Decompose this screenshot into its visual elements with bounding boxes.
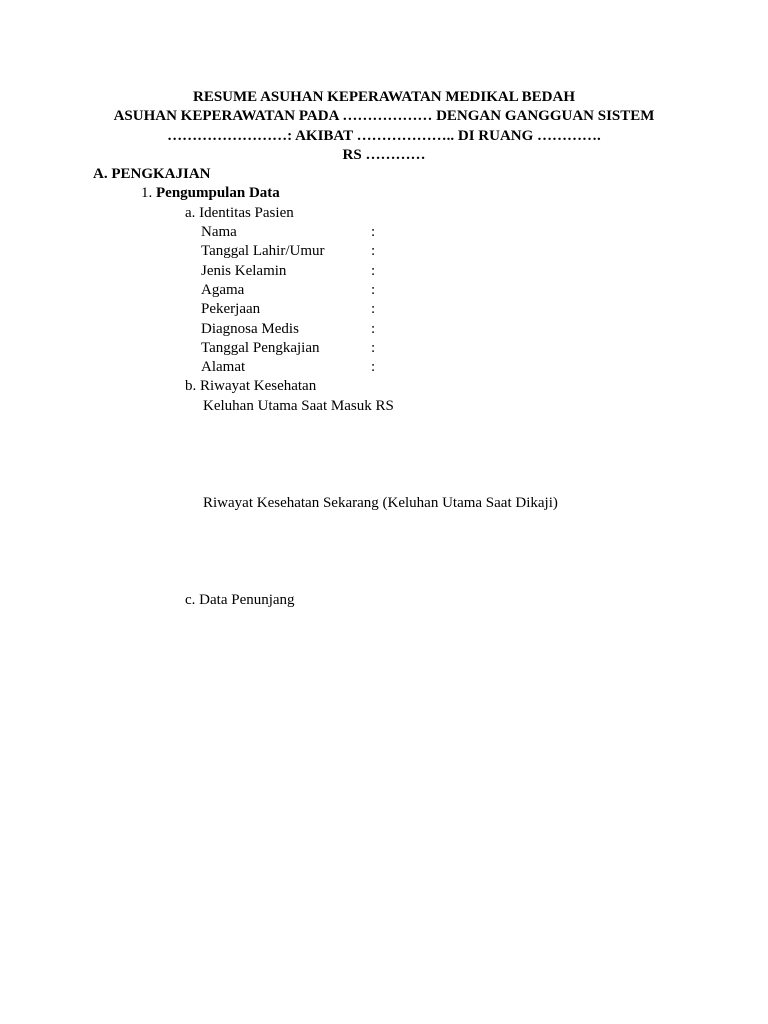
field-jenis-kelamin-label: Jenis Kelamin	[201, 263, 287, 279]
field-nama-colon: :	[371, 224, 376, 240]
field-tanggal-lahir-label: Tanggal Lahir/Umur	[201, 243, 325, 259]
field-diagnosa-medis-label: Diagnosa Medis	[201, 321, 299, 337]
header-title-line-1: RESUME ASUHAN KEPERAWATAN MEDIKAL BEDAH	[193, 89, 575, 105]
field-alamat-label: Alamat	[201, 359, 246, 375]
field-agama-label: Agama	[201, 282, 245, 298]
section-a-title: A. PENGKAJIAN	[93, 166, 211, 182]
keluhan-utama-label: Keluhan Utama Saat Masuk RS	[203, 398, 394, 414]
field-diagnosa-medis-colon: :	[371, 321, 376, 337]
data-penunjang-heading: c. Data Penunjang	[185, 592, 295, 608]
subsection-1-title: Pengumpulan Data	[156, 185, 280, 201]
field-tanggal-pengkajian-label: Tanggal Pengkajian	[201, 340, 320, 356]
field-agama-colon: :	[371, 282, 376, 298]
riwayat-sekarang-label: Riwayat Kesehatan Sekarang (Keluhan Utama Saat Dikaji)	[203, 495, 558, 511]
field-pekerjaan-label: Pekerjaan	[201, 301, 261, 317]
field-tanggal-lahir-colon: :	[371, 243, 376, 259]
subsection-1-heading	[141, 184, 280, 203]
header-title-line-2: ASUHAN KEPERAWATAN PADA ……………… DENGAN GANGGUAN SISTEM	[113, 108, 655, 124]
riwayat-kesehatan-heading: b. Riwayat Kesehatan	[185, 378, 317, 394]
field-jenis-kelamin-colon: :	[371, 263, 376, 279]
header-title-line-3: ……………………: AKIBAT ……………….. DI RUANG ………….	[167, 128, 601, 144]
field-alamat-colon: :	[371, 359, 376, 375]
field-tanggal-pengkajian-colon: :	[371, 340, 376, 356]
header-title-line-4: RS …………	[342, 147, 426, 163]
subsection-1-number: 1.	[141, 185, 153, 201]
identitas-pasien-heading: a. Identitas Pasien	[185, 205, 294, 221]
field-nama-label: Nama	[201, 224, 237, 240]
field-pekerjaan-colon: :	[371, 301, 376, 317]
